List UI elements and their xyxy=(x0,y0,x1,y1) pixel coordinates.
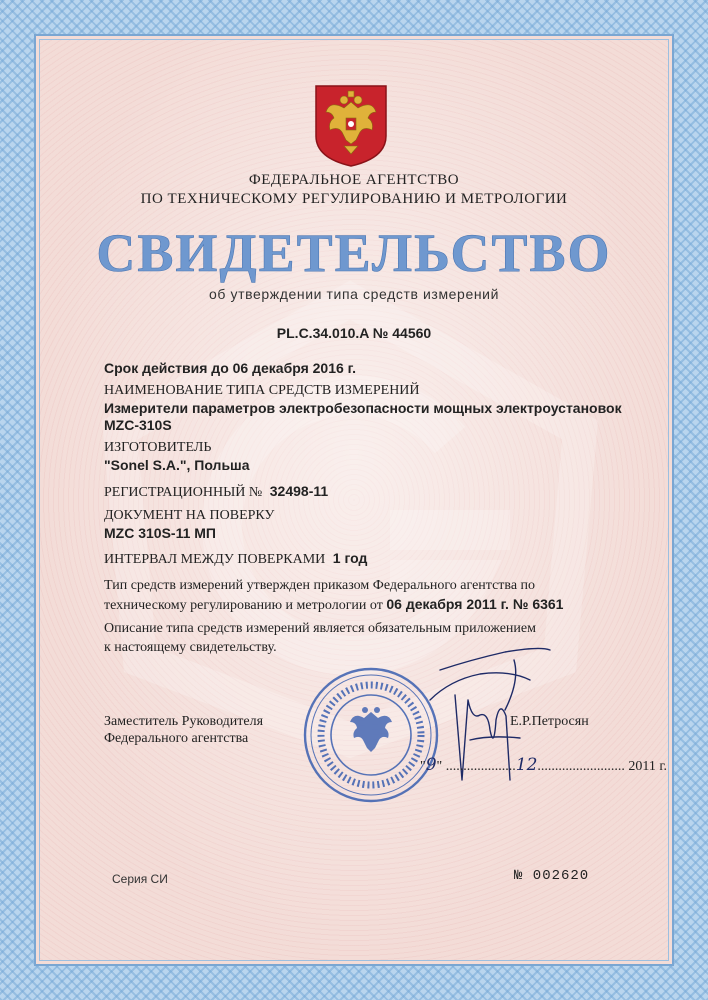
signatory-name: Е.Р.Петросян xyxy=(510,714,589,729)
approval-line1: Тип средств измерений утвержден приказом Федерального агентства по xyxy=(104,578,536,593)
interval-value: 1 год xyxy=(332,550,368,566)
certificate-reg-number: PL.C.34.010.A № 44560 xyxy=(276,325,432,341)
registration-row xyxy=(104,483,328,501)
signature-date-year: ......................... 2011 г. xyxy=(537,759,668,774)
registration-value: 32498-11 xyxy=(269,483,329,499)
instrument-name-line2: MZC-310S xyxy=(104,417,172,433)
validity-row xyxy=(104,360,356,376)
approval-line2-prefix: техническому регулированию и метрологии от xyxy=(104,598,383,613)
document-subtitle: об утверждении типа средств измерений xyxy=(209,286,499,302)
form-number: № 002620 xyxy=(514,868,590,884)
series-label: Серия СИ xyxy=(112,872,168,886)
agency-name-line2: ПО ТЕХНИЧЕСКОМУ РЕГУЛИРОВАНИЮ И МЕТРОЛОГИИ xyxy=(140,191,568,207)
signature-date-mid: " .................... xyxy=(436,759,516,774)
verification-doc-label: ДОКУМЕНТ НА ПОВЕРКУ xyxy=(104,508,275,523)
agency-name-line1: ФЕДЕРАЛЬНОЕ АГЕНТСТВО xyxy=(248,172,460,188)
validity-value: 06 декабря 2016 г. xyxy=(232,360,356,376)
validity-label: Срок действия до xyxy=(104,360,229,376)
interval-row xyxy=(104,550,367,568)
manufacturer-label: ИЗГОТОВИТЕЛЬ xyxy=(104,440,212,455)
signature-date-month: 12 xyxy=(515,755,538,775)
signature-date-open-quote: " xyxy=(420,759,426,774)
instrument-name-line1: Измерители параметров электробезопасности мощных электроустановок xyxy=(104,400,622,416)
manufacturer-value: "Sonel S.A.", Польша xyxy=(104,457,250,473)
approval-order-date: 06 декабря 2011 г. № 6361 xyxy=(386,596,564,612)
signature-date-day: 9 xyxy=(425,755,437,775)
registration-label: РЕГИСТРАЦИОННЫЙ № xyxy=(104,485,263,500)
approval-paragraph xyxy=(104,576,607,615)
signatory-title-line2: Федерального агентства xyxy=(104,731,249,746)
signatory-title-line1: Заместитель Руководителя xyxy=(104,714,264,729)
description-line1: Описание типа средств измерений является обязательным приложением xyxy=(104,621,536,636)
interval-label: ИНТЕРВАЛ МЕЖДУ ПОВЕРКАМИ xyxy=(104,552,326,567)
russian-coat-of-arms-icon xyxy=(308,82,394,168)
description-line2: к настоящему свидетельству. xyxy=(104,640,277,655)
instrument-type-label: НАИМЕНОВАНИЕ ТИПА СРЕДСТВ ИЗМЕРЕНИЙ xyxy=(104,383,420,398)
document-title: СВИДЕТЕЛЬСТВО xyxy=(96,223,612,283)
signature-date xyxy=(420,755,667,775)
verification-doc-value: MZC 310S-11 МП xyxy=(104,525,216,541)
